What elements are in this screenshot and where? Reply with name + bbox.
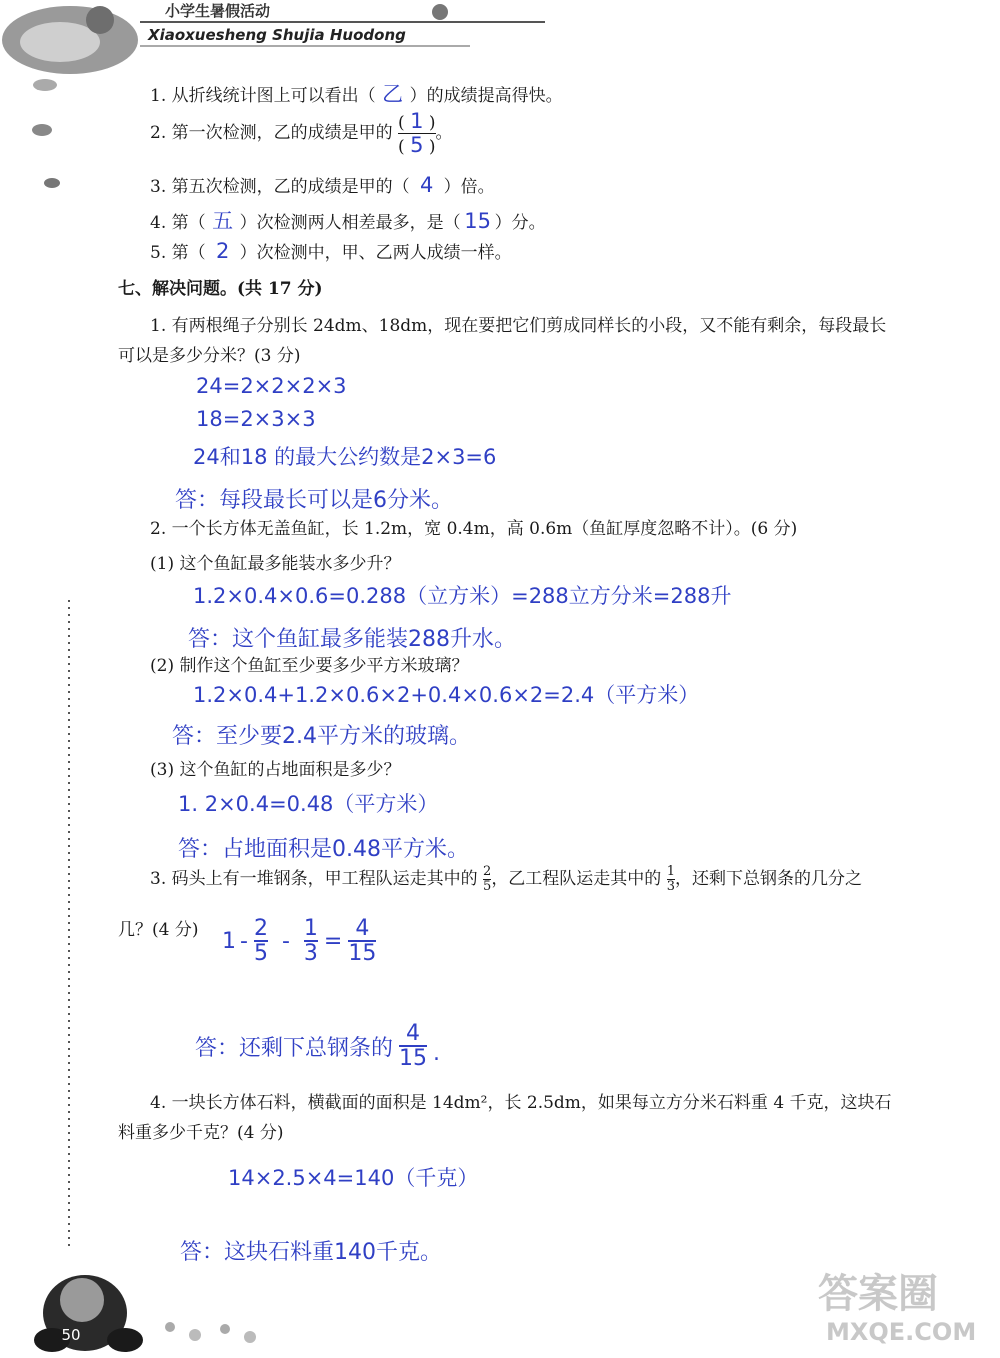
p3-calculation: 1 - $\frac{2}{5}$ - $\frac{1}{3}$ = $\frac{4}{15}$ [222,916,377,967]
p2-answer-3: 答：占地面积是0.48平方米。 [178,837,469,862]
answer-q4-a: 五 [212,209,234,233]
p2-sub1: (1) 这个鱼缸最多能装水多少升？ [150,554,401,574]
p1-work-3: 24和18 的最大公约数是2×3=6 [193,445,497,469]
p3-answer: 答：还剩下总钢条的 $\frac{4}{15}$ . [195,1021,441,1072]
page-number: 50 [61,1326,81,1344]
p1-line2: 可以是多少分米？(3 分) [118,346,301,366]
p3-fraction-2: $\frac{1}{3}$ [666,864,675,894]
answer-q4-b: 15 [464,209,491,233]
page-header [0,0,560,70]
p1-answer: 答：每段最长可以是6分米。 [175,488,453,513]
part7-heading: 七、解决问题。(共 17 分) [118,279,323,299]
watermark-logo: 答案圈 [818,1271,938,1317]
p3-fraction-1: $\frac{2}{5}$ [483,864,492,894]
binding-dotted-line [64,600,74,1250]
leaf-decoration-icon [30,75,80,195]
p1-work-2: 18=2×3×3 [196,407,316,431]
p1-line1: 1. 有两根绳子分别长 24dm、18dm，现在要把它们剪成同样长的小段，又不能有剩余，每段最长 [150,316,887,336]
part6-q5: 5. 第（ 2 ）次检测中，甲、乙两人成绩一样。 [150,239,512,263]
part6-q4: 4. 第（ 五 ）次检测两人相差最多，是（ 15 ）分。 [150,205,546,235]
p1-work-1: 24=2×2×2×3 [196,374,347,398]
p2-work-3: 1. 2×0.4=0.48（平方米） [178,792,439,816]
part6-q3: 3. 第五次检测，乙的成绩是甲的（ 4 ）倍。 [150,173,495,197]
p4-line1: 4. 一块长方体石料，横截面的面积是 14dm²，长 2.5dm，如果每立方分米石料重 4 千克，这块石 [150,1093,892,1113]
watermark-url: MXQE.COM [826,1318,977,1346]
header-pinyin: Xiaoxuesheng Shujia Huodong [148,26,406,44]
p2-sub2: (2) 制作这个鱼缸至少要多少平方米玻璃？ [150,656,469,676]
answer-q2-fraction: $\frac{( 1 )}{( 5 )}$ [398,109,436,157]
answer-q3: 4 [419,173,434,197]
series-title: 小学生暑假活动 [165,2,271,20]
answer-q1: 乙 [382,82,404,106]
p3-line2: 几？(4 分) [118,920,199,940]
p2-work-2: 1.2×0.4+1.2×0.6×2+0.4×0.6×2=2.4（平方米） [193,683,700,707]
p4-answer: 答：这块石料重140千克。 [180,1240,442,1265]
p2-stem: 2. 一个长方体无盖鱼缸，长 1.2m，宽 0.4m，高 0.6m（鱼缸厚度忽略不计）。(6 分) [150,519,798,539]
p4-work: 14×2.5×4=140（千克） [228,1166,479,1190]
p2-work-1: 1.2×0.4×0.6=0.288（立方米）=288立方分米=288升 [193,584,732,608]
p2-answer-2: 答：至少要2.4平方米的玻璃。 [172,724,471,749]
p4-line2: 料重多少千克？(4 分) [118,1123,284,1143]
p3-stem: 3. 码头上有一堆钢条，甲工程队运走其中的 $\frac{2}{5}$ ，乙工程队运走其中的 $\frac{1}{3}$ ，还剩下总钢条的几分之 [150,864,862,894]
p2-sub3: (3) 这个鱼缸的占地面积是多少？ [150,760,401,780]
part6-q1: 1. 从折线统计图上可以看出（ 乙 ）的成绩提高得快。 [150,78,563,108]
part6-q2: 2. 第一次检测，乙的成绩是甲的 $\frac{( 1 )}{( 5 )}$ 。 [150,109,453,157]
p2-answer-1: 答：这个鱼缸最多能装288升水。 [188,627,516,652]
header-decoration-icon [0,0,560,90]
answer-q5: 2 [215,239,230,263]
